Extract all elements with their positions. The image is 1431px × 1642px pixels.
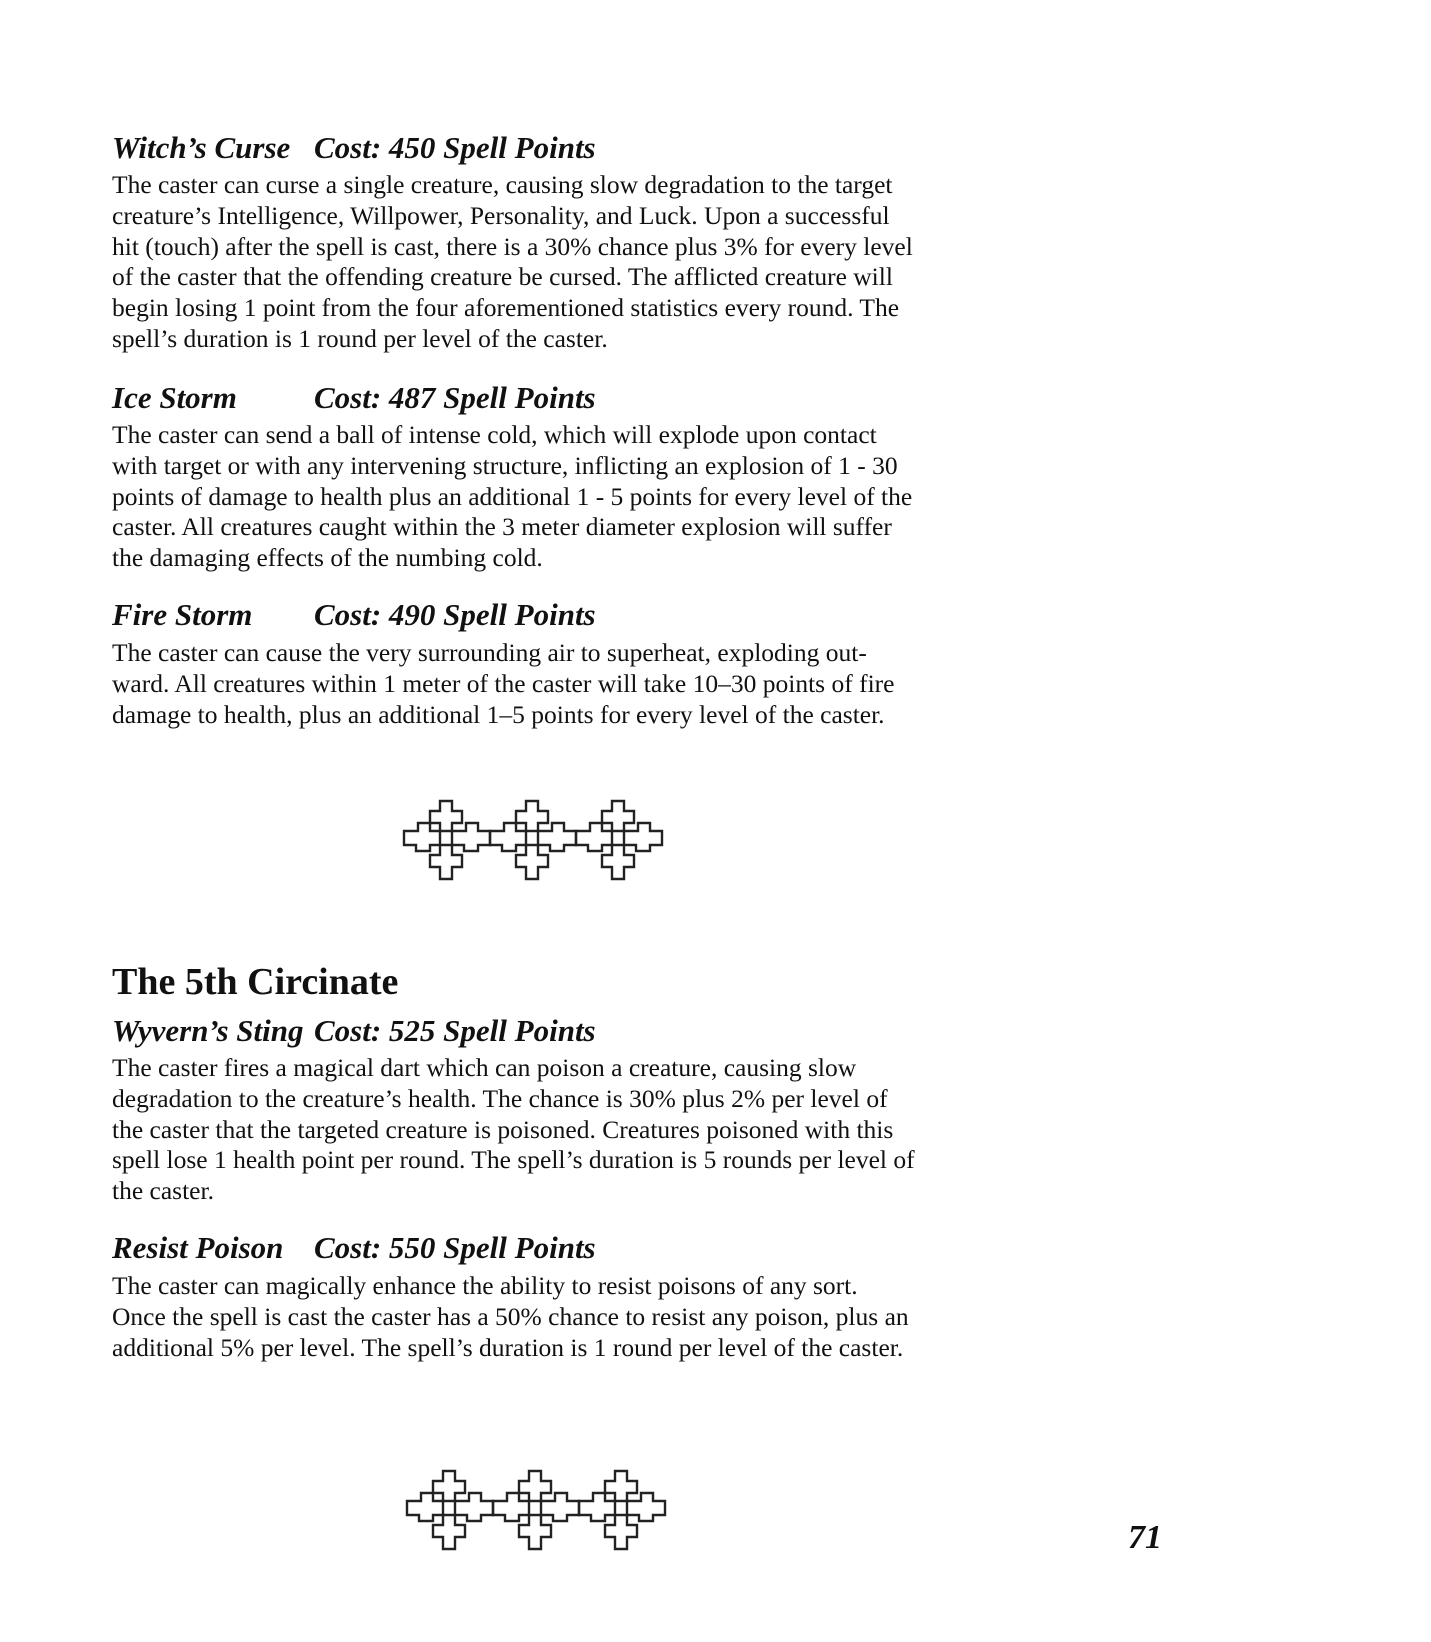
- description-line: The caster can curse a single creature, causing slow degradation to the target: [112, 170, 893, 199]
- description-line: The caster can send a ball of intense cold, which will explode upon contact: [112, 420, 877, 449]
- description-line: with target or with any intervening structure, inflicting an explosion of 1 - 30: [112, 450, 898, 480]
- spell-name: Ice Storm: [112, 380, 237, 415]
- spell-description-ice-storm: [112, 420, 972, 574]
- description-line: the caster.: [112, 1176, 214, 1206]
- description-line: Once the spell is cast the caster has a 50% chance to resist any poison, plus an: [112, 1301, 909, 1331]
- description-line: begin losing 1 point from the four aforementioned statistics every round. The: [112, 293, 900, 323]
- spell-cost: Cost: 550 Spell Points: [314, 1230, 596, 1265]
- spell-cost: Cost: 487 Spell Points: [314, 380, 596, 415]
- spell-description-witchs-curse: [112, 170, 972, 355]
- description-line: The caster can cause the very surrounding air to superheat, exploding out-: [112, 638, 867, 667]
- description-line: caster. All creatures caught within the 3 meter diameter explosion will suffer: [112, 512, 892, 542]
- description-line: spell lose 1 health point per round. The spell’s duration is 5 rounds per level of: [112, 1145, 915, 1175]
- description-line: creature’s Intelligence, Willpower, Personality, and Luck. Upon a successful: [112, 200, 890, 230]
- description-line: the caster that the targeted creature is poisoned. Creatures poisoned with this: [112, 1114, 894, 1144]
- cross-fret-ornament-icon: [402, 795, 664, 887]
- description-line: The caster fires a magical dart which can poison a creature, causing slow: [112, 1053, 857, 1082]
- spell-description-wyverns-sting: [112, 1053, 972, 1207]
- description-line: points of damage to health plus an additional 1 - 5 points for every level of the: [112, 481, 913, 511]
- description-line: of the caster that the offending creature be cursed. The afflicted creature will: [112, 262, 893, 292]
- description-line: ward. All creatures within 1 meter of the caster will take 10–30 points of fire: [112, 668, 895, 698]
- description-line: The caster can magically enhance the ability to resist poisons of any sort.: [112, 1271, 858, 1300]
- spell-description-resist-poison: [112, 1271, 972, 1363]
- spell-description-fire-storm: [112, 638, 972, 730]
- description-line: additional 5% per level. The spell’s duration is 1 round per level of the caster.: [112, 1332, 904, 1362]
- page-number: 71: [1128, 1519, 1162, 1556]
- spell-name: Wyvern’s Sting: [112, 1013, 304, 1048]
- spell-cost: Cost: 450 Spell Points: [314, 130, 596, 165]
- description-line: spell’s duration is 1 round per level of the caster.: [112, 323, 608, 353]
- spell-name: Witch’s Curse: [112, 130, 291, 165]
- description-line: degradation to the creature’s health. The chance is 30% plus 2% per level of: [112, 1083, 888, 1113]
- description-line: hit (touch) after the spell is cast, there is a 30% chance plus 3% for every level: [112, 231, 913, 261]
- spell-cost: Cost: 490 Spell Points: [314, 597, 596, 632]
- spell-cost: Cost: 525 Spell Points: [314, 1013, 596, 1048]
- spell-name: Resist Poison: [112, 1230, 284, 1265]
- description-line: damage to health, plus an additional 1–5 points for every level of the caster.: [112, 699, 885, 729]
- spell-name: Fire Storm: [112, 597, 253, 632]
- section-heading: The 5th Circinate: [112, 961, 399, 1003]
- description-line: the damaging effects of the numbing cold.: [112, 543, 543, 573]
- cross-fret-ornament-icon: [405, 1465, 667, 1557]
